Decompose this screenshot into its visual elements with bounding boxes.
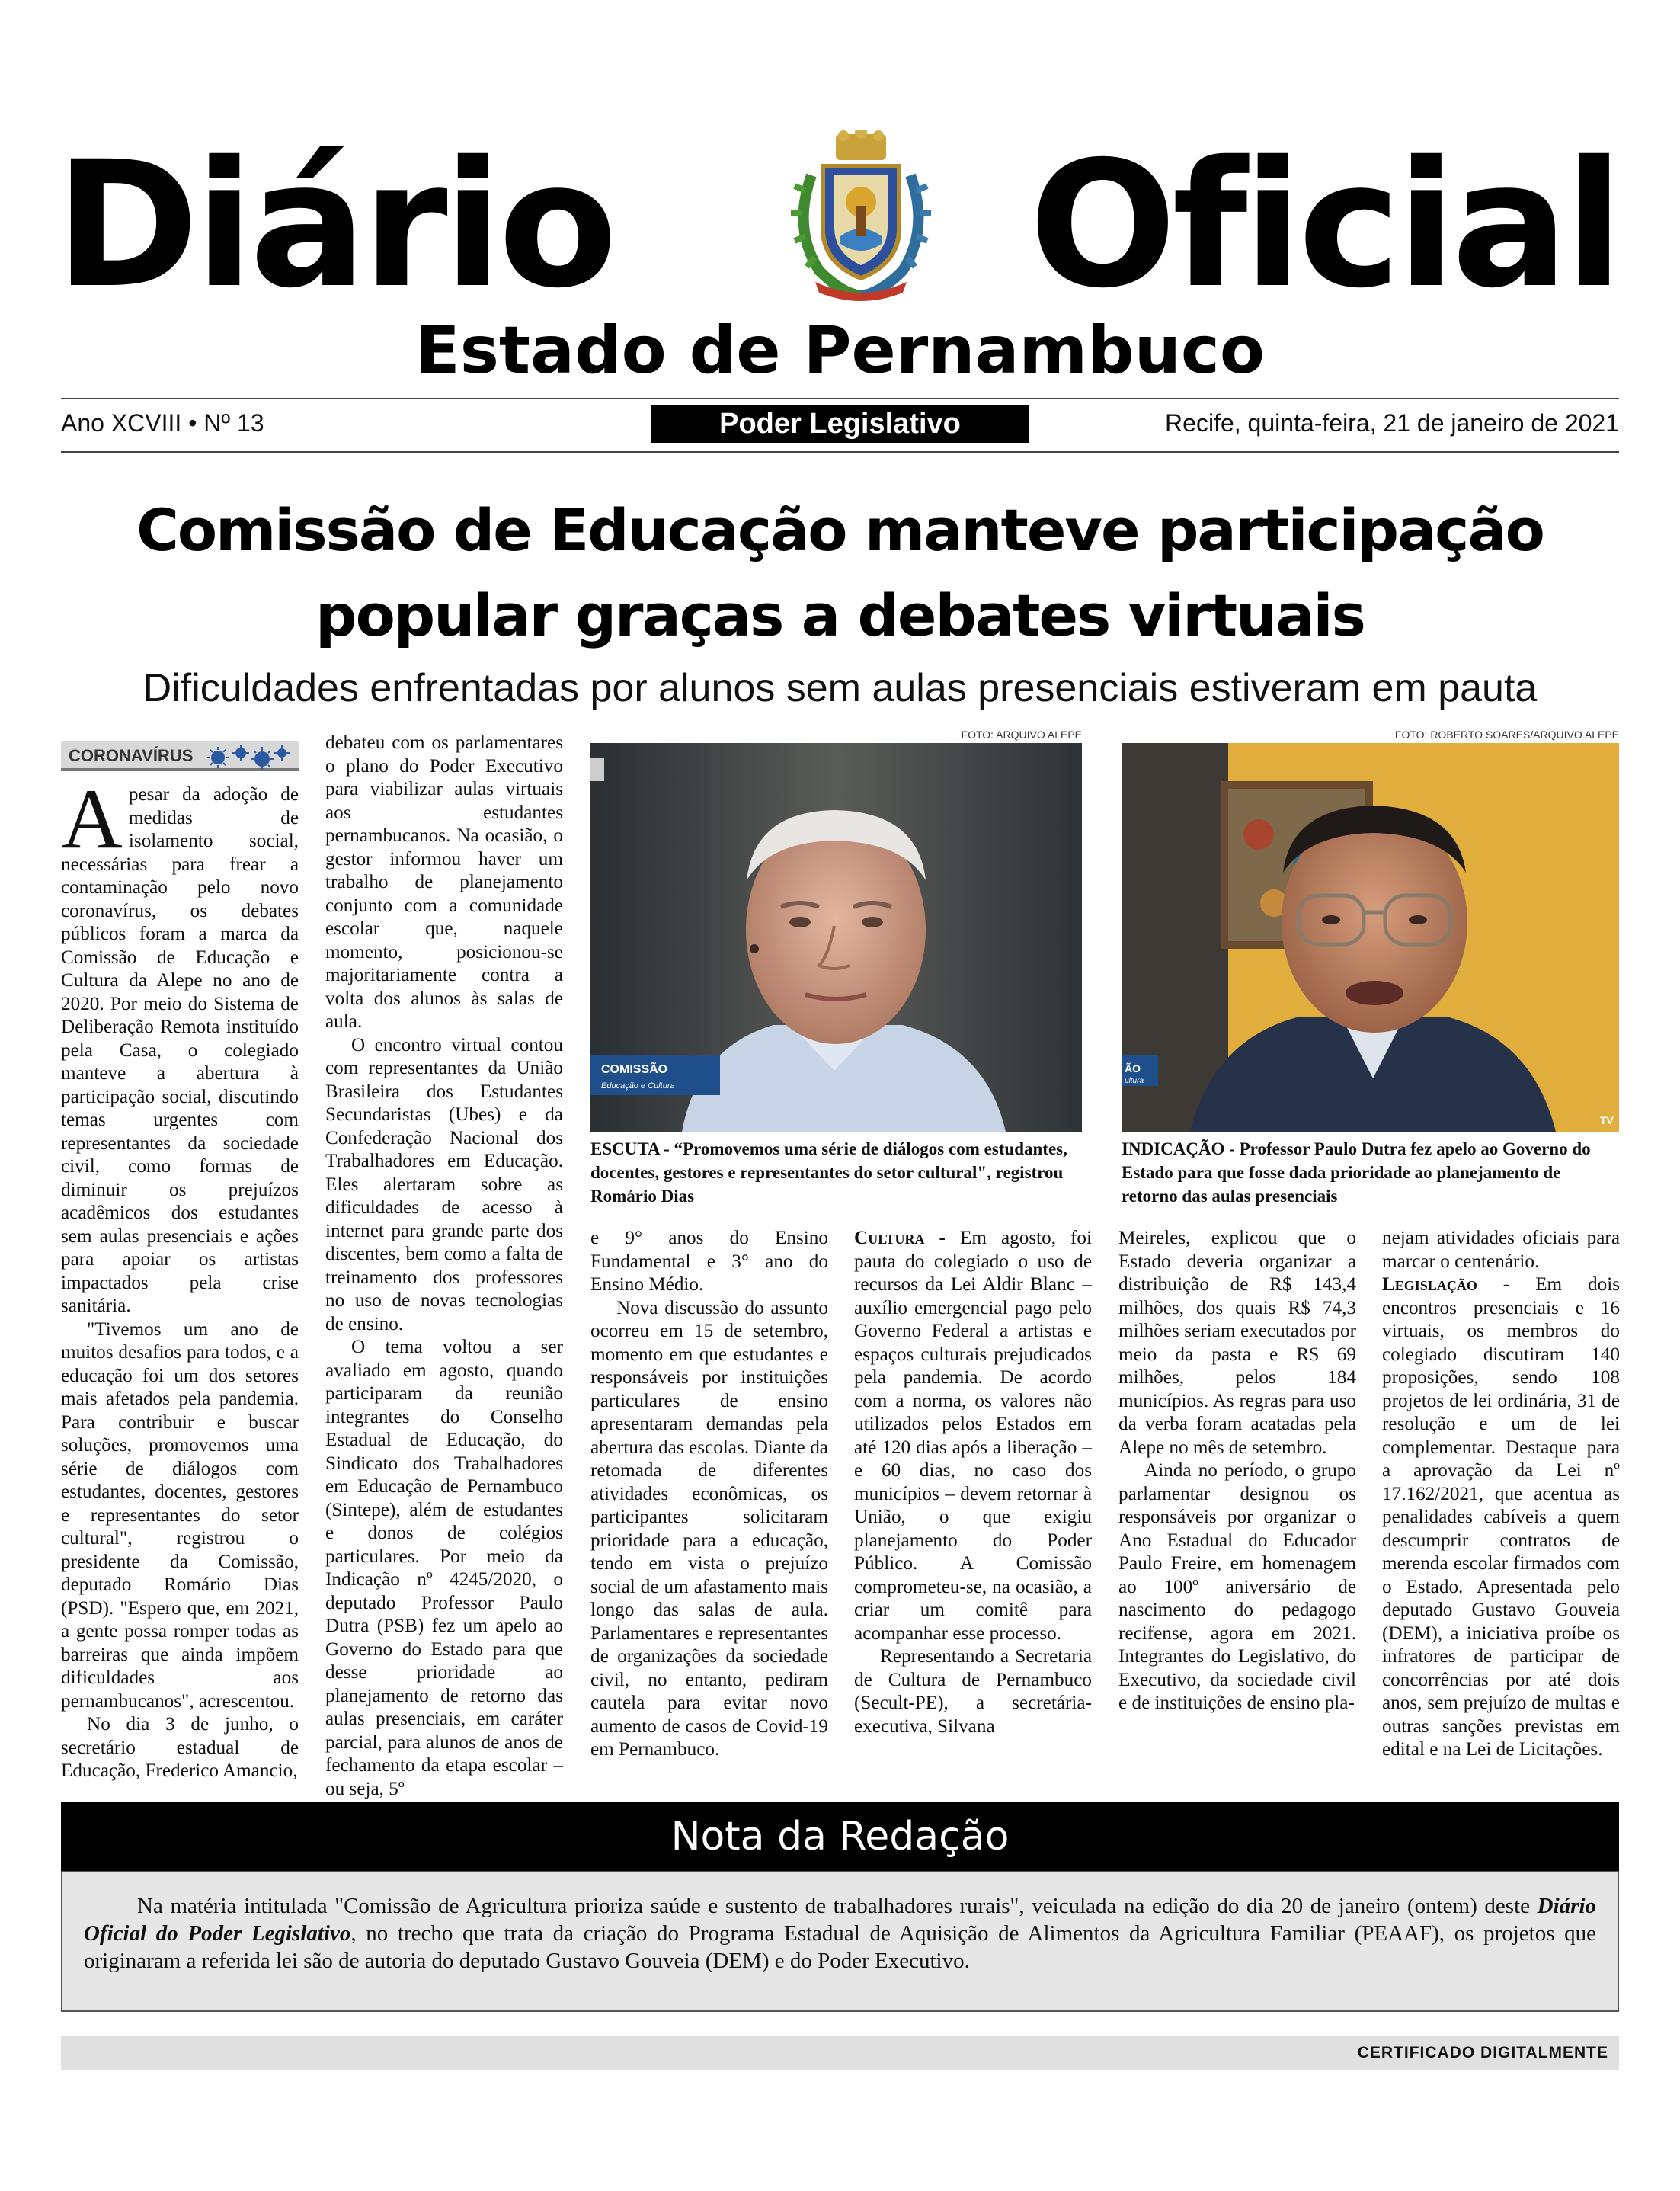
article-paragraph: Nova discussão do assunto ocorreu em 15 de setembro, momento em que estudantes e responsáveis por instituições particulares de ensino apresentaram demandas pela abertura das escolas. Diante da retomada de diferentes atividades econômicas, os participantes solicitaram prioridade para a educação, tendo em vista o prejuízo social de um afastamento mais longo das salas de aula. Parlamentares e representantes de organizações da sociedade civil, no entanto, pediram cautela para evitar novo aumento de casos de Covid-19 em Pernambuco. bbox=[590, 1297, 828, 1760]
header-rule-bottom bbox=[61, 451, 1619, 453]
article-column-5 bbox=[1118, 1227, 1356, 1715]
headline-line-2: popular graças a debates virtuais bbox=[315, 581, 1365, 649]
photo-credit: FOTO: ROBERTO SOARES/ARQUIVO ALEPE bbox=[1394, 729, 1619, 741]
article-paragraph: Representando a Secretaria de Cultura de Pernambuco (Secult-PE), a secretária-executiva, Silvana bbox=[854, 1646, 1092, 1737]
article-paragraph: e 9° anos do Ensino Fundamental e 3° ano do Ensino Médio. bbox=[590, 1228, 828, 1295]
article-paragraph: Ainda no período, o grupo parlamentar designou os responsáveis por organizar o Ano Estadual do Educador Paulo Freire, em homenagem ao 100º aniversário de nascimento do pedagogo recifense, agora em 2021. Integrantes do Legislativo, do Executivo, da sociedade civil e de instituições de ensino pla- bbox=[1118, 1460, 1356, 1713]
article-column-1 bbox=[61, 772, 299, 1783]
subhead-legislacao: Legislação - bbox=[1382, 1274, 1510, 1295]
article-paragraph: nejam atividades oficiais para marcar o centenário. bbox=[1382, 1228, 1620, 1272]
nota-text-part: Na matéria intitulada "Comissão de Agricultura prioriza saúde e sustento de trabalhadores rurais", veiculada na edição do dia 20 de janeiro (ontem) deste bbox=[137, 1894, 1538, 1918]
article-paragraph bbox=[854, 1227, 1092, 1645]
nota-text-italic: Diário Oficial do Poder Legislativo bbox=[84, 1894, 1596, 1946]
header-rule-top bbox=[61, 398, 1619, 399]
drop-cap: A bbox=[61, 772, 123, 866]
section-label: Poder Legislativo bbox=[651, 405, 1029, 443]
virus-icon bbox=[203, 742, 293, 770]
photo-romario-dias bbox=[590, 743, 1082, 1132]
coronavirus-tag bbox=[61, 741, 299, 771]
masthead-title-left: Diário bbox=[55, 123, 613, 326]
dateline: Recife, quinta-feira, 21 de janeiro de 2021 bbox=[1165, 409, 1619, 437]
photo-illustration bbox=[590, 743, 1082, 1132]
photo-corner-mark: TV bbox=[1600, 1114, 1614, 1126]
certified-digitally-bar: CERTIFICADO DIGITALMENTE bbox=[61, 2036, 1619, 2070]
masthead-subtitle: Estado de Pernambuco bbox=[415, 312, 1265, 389]
nota-title-bar: Nota da Redação bbox=[61, 1802, 1619, 1871]
tag-label: CORONAVÍRUS bbox=[69, 746, 194, 765]
article-column-3 bbox=[590, 1227, 828, 1762]
article-paragraph: No dia 3 de junho, o secretário estadual de Educação, Frederico Amancio, bbox=[61, 1714, 299, 1781]
photo-overlay-subtitle: ultura bbox=[1125, 1077, 1144, 1085]
headline-line-1: Comissão de Educação manteve participação bbox=[136, 496, 1544, 564]
article-paragraph: "Tivemos um ano de muitos desafios para todos, e a educação foi um dos setores mais afetados pela pandemia. Para contribuir e buscar soluções, promovemos uma série de diálogos com estudantes, docentes, gestores e representantes do setor cultural", registrou o presidente da Comissão, deputado Romário Dias (PSD). "Espero que, em 2021, a gente possa romper todas as barreiras que ainda impõem dificuldades aos pernambucanos", acrescentou. bbox=[61, 1318, 299, 1712]
edition-info-row bbox=[61, 402, 1619, 447]
photo-overlay-title: COMISSÃO bbox=[601, 1063, 668, 1076]
paragraph-text: pesar da adoção de medidas de isolamento social, necessárias para frear a contaminação pelo novo coronavírus, os debates públicos foram a marca da Comissão de Educação e Cultura da Alepe no ano de 2020. Por meio do Sistema de Deliberação Remota instituído pela Casa, o colegiado manteve a abertura à participação social, discutindo temas urgentes com representantes da sociedade civil, como formas de diminuir os prejuízos acadêmicos dos estudantes sem aulas presenciais e ações para apoiar os artistas impactados pela crise sanitária. bbox=[61, 784, 299, 1316]
nota-text-part: , no trecho que trata da criação do Programa Estadual de Aquisição de Alimentos da Agricultura Familiar (PEAAF), os projetos que originaram a referida lei são de autoria do deputado Gustavo Gouveia (DEM) e do Poder Executivo. bbox=[84, 1921, 1596, 1973]
paragraph-text: Em dois encontros presenciais e 16 virtuais, os membros do colegiado discutiram 140 proposições, sendo 108 projetos de lei ordinária, 31 de resolução e um de lei complementar. Destaque para a aprovação da Lei nº 17.162/2021, que acentua as penalidades cabíveis a quem descumprir contratos de merenda escolar firmados com o Estado. Apresentada pelo deputado Gustavo Gouveia (DEM), a iniciativa proíbe os infratores de participar de concorrências por até dois anos, sem prejuízo de multas e outras sanções previstas em edital e na Lei de Licitações. bbox=[1382, 1274, 1620, 1760]
paragraph-text: Em agosto, foi pauta do colegiado o uso de recursos da Lei Aldir Blanc – auxílio emergencial pago pelo Governo Federal a artistas e espaços culturais prejudicados pela pandemia. De acordo com a norma, os valores não utilizados pelos Estados em até 120 dias após a liberação – e 60 dias, no caso dos municípios – devem retornar à União, o que exigiu planejamento do Poder Público. A Comissão comprometeu-se, na ocasião, a criar um comitê para acompanhar esse processo. bbox=[854, 1228, 1093, 1644]
photo-overlay-title: ÃO bbox=[1125, 1062, 1141, 1075]
nota-box bbox=[61, 1871, 1619, 2012]
photo-illustration bbox=[1122, 743, 1619, 1132]
edition-number: Ano XCVIII • Nº 13 bbox=[61, 409, 264, 437]
coat-of-arms-icon bbox=[789, 130, 933, 301]
nota-text bbox=[84, 1892, 1596, 1975]
photo-paulo-dutra bbox=[1122, 743, 1619, 1132]
headline bbox=[46, 488, 1634, 658]
article-column-4 bbox=[854, 1227, 1092, 1738]
masthead-title-right: Oficial bbox=[1029, 123, 1619, 326]
article-paragraph: Meireles, explicou que o Estado deveria organizar a distribuição de R$ 143,4 milhões, dos quais R$ 74,3 milhões seriam executados por meio da pasta e R$ 69 milhões, pelos 184 municípios. As regras para uso da verba foram acatadas pela Alepe no mês de setembro. bbox=[1118, 1228, 1356, 1458]
article-column-2 bbox=[325, 732, 563, 1801]
photo-caption: ESCUTA - “Promovemos uma série de diálogos com estudantes, docentes, gestores e representantes do setor cultural", registrou Romário Dias bbox=[590, 1139, 1067, 1206]
photo-overlay-subtitle: Educação e Cultura bbox=[601, 1081, 675, 1091]
photo-caption: INDICAÇÃO - Professor Paulo Dutra fez apelo ao Governo do Estado para que fosse dada prioridade ao planejamento de retorno das aulas presenciais bbox=[1122, 1139, 1591, 1206]
subhead-cultura: Cultura - bbox=[854, 1228, 946, 1248]
article-paragraph: debateu com os parlamentares o plano do Poder Executivo para viabilizar aulas virtuais aos estudantes pernambucanos. Na ocasião, o gestor informou haver um trabalho de planejamento conjunto com a comunidade escolar que, naquele momento, posicionou-se majoritariamente contra a volta dos alunos às salas de aula. bbox=[325, 732, 563, 1032]
article-paragraph: O tema voltou a ser avaliado em agosto, quando participaram da reunião integrantes do Conselho Estadual de Educação, do Sindicato dos Trabalhadores em Educação de Pernambuco (Sintepe), além de estudantes e donos de colégios particulares. Por meio da Indicação nº 4245/2020, o deputado Professor Paulo Dutra (PSB) fez um apelo ao Governo do Estado para que desse prioridade ao planejamento de retorno das aulas presenciais, em caráter parcial, para alunos de anos de fechamento da etapa escolar – ou seja, 5º bbox=[325, 1337, 563, 1799]
article-paragraph bbox=[1382, 1273, 1620, 1762]
article-paragraph: O encontro virtual contou com representantes da União Brasileira dos Estudantes Secundaristas (Ubes) e da Confederação Nacional dos Trabalhadores em Educação. Eles alertaram sobre as dificuldades de acesso à internet para grande parte dos discentes, bem como a falta de treinamento dos professores no uso de novas tecnologias de ensino. bbox=[325, 1034, 563, 1334]
article-paragraph bbox=[61, 772, 299, 1318]
deck: Dificuldades enfrentadas por alunos sem aulas presenciais estiveram em pauta bbox=[142, 666, 1538, 710]
article-column-6 bbox=[1382, 1227, 1620, 1762]
masthead bbox=[55, 122, 1619, 328]
photo-credit: FOTO: ARQUIVO ALEPE bbox=[961, 729, 1082, 741]
